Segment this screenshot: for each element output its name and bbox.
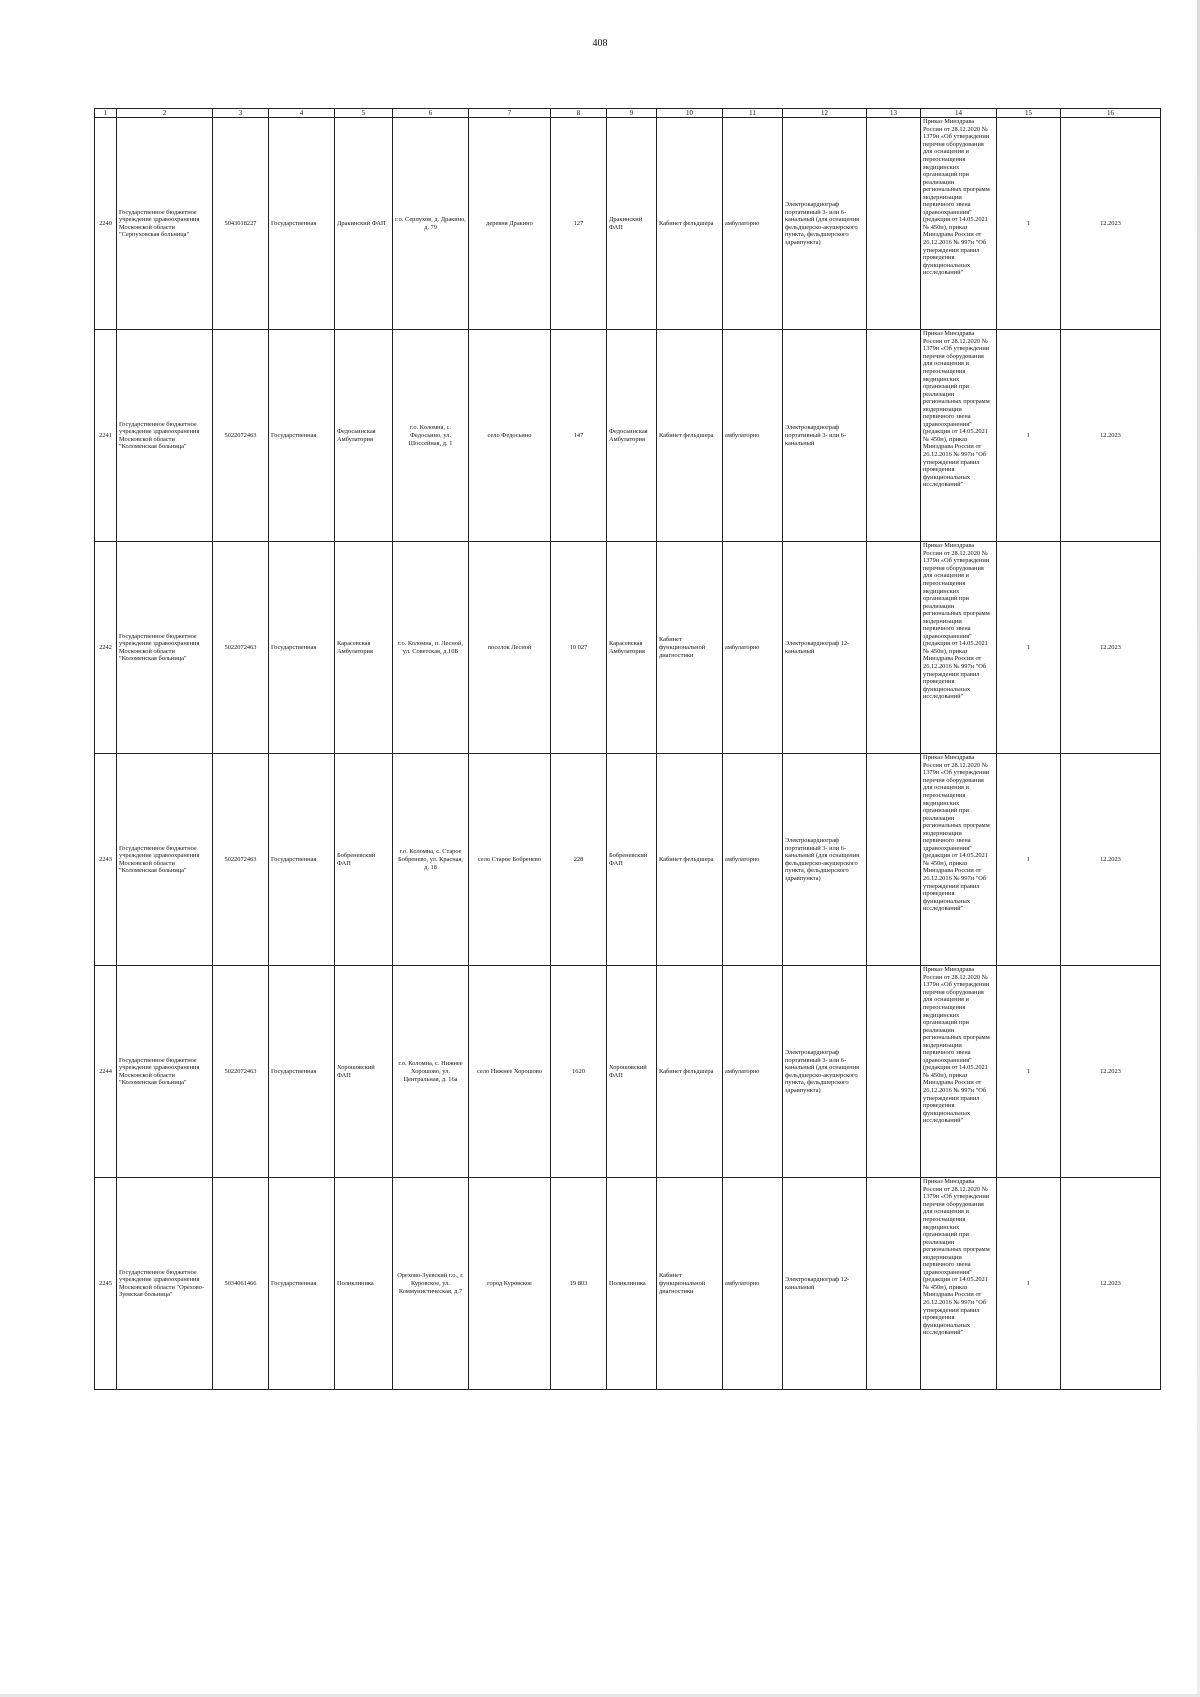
structural-unit-cell: Дракинский ФАП: [335, 118, 393, 330]
legal-basis-cell: [921, 118, 997, 330]
column-number: 9: [607, 109, 657, 118]
row-number-cell: 2245: [95, 1178, 117, 1390]
quantity-cell: 1: [997, 1178, 1061, 1390]
equipment-name-cell: Электрокардиограф 12-канальный: [783, 542, 867, 754]
care-conditions-cell: амбулаторно: [723, 1178, 783, 1390]
locality-cell: село Нижнее Хорошово: [469, 966, 551, 1178]
page-number: 408: [592, 38, 608, 49]
legal-basis-cell: [921, 542, 997, 754]
structural-unit-cell: Бобреневский ФАП: [335, 754, 393, 966]
population-cell: 228: [551, 754, 607, 966]
organization-name-cell: Государственное бюджетное учреждение здравоохранения Московской области "Коломенская больница": [117, 330, 213, 542]
column-number: 8: [551, 109, 607, 118]
column-number: 16: [1061, 109, 1161, 118]
table-row: [95, 118, 1161, 330]
legal-basis-text: Приказ Минздрава России от 28.12.2020 № 1379н «Об утверждении перечня оборудования для оснащения и переоснащения медицинских организаций при реализации региональных программ модернизации первичного звена здравоохранения"(редакция от 14.05.2021 № 450н), приказ Минздрава России от 26.12.2016 № 997н "Об утверждении правил проведения функциональных исследований": [923, 330, 990, 489]
facility-name-cell: Федосьинская Амбулатория: [607, 330, 657, 542]
ownership-form-cell: Государственная: [269, 330, 335, 542]
column-number: 12: [783, 109, 867, 118]
row-number-cell: 2244: [95, 966, 117, 1178]
row-number-cell: 2240: [95, 118, 117, 330]
quantity-cell: 1: [997, 330, 1061, 542]
equipment-name-cell: Электрокардиограф портативный 3- или 6-канальный: [783, 330, 867, 542]
ownership-form-cell: Государственная: [269, 966, 335, 1178]
legal-basis-cell: [921, 966, 997, 1178]
quantity-cell: 1: [997, 754, 1061, 966]
facility-name-cell: Хорошовский ФАП: [607, 966, 657, 1178]
population-cell: 10 027: [551, 542, 607, 754]
column-number: 7: [469, 109, 551, 118]
column-number: 11: [723, 109, 783, 118]
due-date-cell: 12.2023: [1061, 118, 1161, 330]
facility-name-cell: Дракинский ФАП: [607, 118, 657, 330]
table-row: [95, 1178, 1161, 1390]
equipment-name-cell: Электрокардиограф портативный 3- или 6-канальный (для оснащения фельдшерско-акушерского пункта, фельдшерского здравпункта): [783, 754, 867, 966]
room-name-cell: Кабинет функциональной диагностики: [657, 542, 723, 754]
due-date-cell: 12.2023: [1061, 542, 1161, 754]
legal-basis-cell: [921, 330, 997, 542]
address-cell: г.о. Серпухов, д. Дракино, д. 79: [393, 118, 469, 330]
care-conditions-cell: амбулаторно: [723, 966, 783, 1178]
legal-basis-cell: [921, 1178, 997, 1390]
address-cell: г.о. Коломна, с. Нижнее Хорошово, ул. Центральная, д. 16а: [393, 966, 469, 1178]
ownership-form-cell: Государственная: [269, 118, 335, 330]
organization-name-cell: Государственное бюджетное учреждение здравоохранения Московской области "Коломенская больница": [117, 542, 213, 754]
inn-cell: 5022072463: [213, 754, 269, 966]
inn-cell: 5022072463: [213, 330, 269, 542]
locality-cell: село Федосьино: [469, 330, 551, 542]
quantity-cell: 1: [997, 966, 1061, 1178]
legal-basis-text: Приказ Минздрава России от 28.12.2020 № 1379н «Об утверждении перечня оборудования для оснащения и переоснащения медицинских организаций при реализации региональных программ модернизации первичного звена здравоохранения"(редакция от 14.05.2021 № 450н), приказ Минздрава России от 26.12.2016 № 997н "Об утверждении правил проведения функциональных исследований": [923, 966, 990, 1125]
population-cell: 147: [551, 330, 607, 542]
column-13-cell: [867, 118, 921, 330]
column-number: 3: [213, 109, 269, 118]
structural-unit-cell: Карасевская Амбулатория: [335, 542, 393, 754]
row-number-cell: 2242: [95, 542, 117, 754]
care-conditions-cell: амбулаторно: [723, 330, 783, 542]
due-date-cell: 12.2023: [1061, 966, 1161, 1178]
equipment-name-cell: Электрокардиограф портативный 3- или 6-канальный (для оснащения фельдшерско-акушерского пункта, фельдшерского здравпункта): [783, 966, 867, 1178]
column-number: 2: [117, 109, 213, 118]
inn-cell: 5022072463: [213, 966, 269, 1178]
legal-basis-text: Приказ Минздрава России от 28.12.2020 № 1379н «Об утверждении перечня оборудования для оснащения и переоснащения медицинских организаций при реализации региональных программ модернизации первичного звена здравоохранения"(редакция от 14.05.2021 № 450н), приказ Минздрава России от 26.12.2016 № 997н "Об утверждении правил проведения функциональных исследований": [923, 1178, 990, 1337]
care-conditions-cell: амбулаторно: [723, 118, 783, 330]
structural-unit-cell: Федосьинская Амбулатория: [335, 330, 393, 542]
structural-unit-cell: Хорошовский ФАП: [335, 966, 393, 1178]
address-cell: Орехово-Зуевский г.о., г. Куровское, ул. Коммунистическая, д.7: [393, 1178, 469, 1390]
inn-cell: 5034061466: [213, 1178, 269, 1390]
column-13-cell: [867, 542, 921, 754]
legal-basis-cell: [921, 754, 997, 966]
table-row: [95, 542, 1161, 754]
locality-cell: город Куровское: [469, 1178, 551, 1390]
column-number: 10: [657, 109, 723, 118]
facility-name-cell: Бобреневский ФАП: [607, 754, 657, 966]
room-name-cell: Кабинет фельдшера: [657, 966, 723, 1178]
care-conditions-cell: амбулаторно: [723, 754, 783, 966]
care-conditions-cell: амбулаторно: [723, 542, 783, 754]
facility-name-cell: Карасевская Амбулатория: [607, 542, 657, 754]
address-cell: г.о. Коломна, п. Лесной, ул. Советская, д.10Б: [393, 542, 469, 754]
ownership-form-cell: Государственная: [269, 542, 335, 754]
legal-basis-text: Приказ Минздрава России от 28.12.2020 № 1379н «Об утверждении перечня оборудования для оснащения и переоснащения медицинских организаций при реализации региональных программ модернизации первичного звена здравоохранения"(редакция от 14.05.2021 № 450н), приказ Минздрава России от 26.12.2016 № 997н "Об утверждении правил проведения функциональных исследований": [923, 542, 990, 701]
column-number: 15: [997, 109, 1061, 118]
locality-cell: деревня Дракино: [469, 118, 551, 330]
facility-name-cell: Поликлиника: [607, 1178, 657, 1390]
column-number-header-row: [95, 109, 1161, 118]
structural-unit-cell: Поликлиника: [335, 1178, 393, 1390]
column-13-cell: [867, 966, 921, 1178]
table-body: [95, 109, 1161, 1390]
population-cell: 19 803: [551, 1178, 607, 1390]
table-row: [95, 754, 1161, 966]
equipment-name-cell: Электрокардиограф 12-канальный: [783, 1178, 867, 1390]
room-name-cell: Кабинет фельдшера: [657, 118, 723, 330]
row-number-cell: 2241: [95, 330, 117, 542]
column-number: 13: [867, 109, 921, 118]
ownership-form-cell: Государственная: [269, 1178, 335, 1390]
due-date-cell: 12.2023: [1061, 754, 1161, 966]
column-number: 14: [921, 109, 997, 118]
organization-name-cell: Государственное бюджетное учреждение здравоохранения Московской области "Серпуховская больница": [117, 118, 213, 330]
room-name-cell: Кабинет фельдшера: [657, 330, 723, 542]
column-number: 1: [95, 109, 117, 118]
equipment-name-cell: Электрокардиограф портативный 3- или 6-канальный (для оснащения фельдшерско-акушерского пункта, фельдшерского здравпункта): [783, 118, 867, 330]
locality-cell: село Старое Бобренево: [469, 754, 551, 966]
legal-basis-text: Приказ Минздрава России от 28.12.2020 № 1379н «Об утверждении перечня оборудования для оснащения и переоснащения медицинских организаций при реализации региональных программ модернизации первичного звена здравоохранения"(редакция от 14.05.2021 № 450н), приказ Минздрава России от 26.12.2016 № 997н "Об утверждении правил проведения функциональных исследований": [923, 754, 990, 913]
equipment-register-table: [94, 108, 1161, 1390]
organization-name-cell: Государственное бюджетное учреждение здравоохранения Московской области "Коломенская больница": [117, 966, 213, 1178]
due-date-cell: 12.2023: [1061, 1178, 1161, 1390]
column-number: 4: [269, 109, 335, 118]
organization-name-cell: Государственное бюджетное учреждение здравоохранения Московской области "Орехово-Зуевская больница": [117, 1178, 213, 1390]
row-number-cell: 2243: [95, 754, 117, 966]
ownership-form-cell: Государственная: [269, 754, 335, 966]
legal-basis-text: Приказ Минздрава России от 28.12.2020 № 1379н «Об утверждении перечня оборудования для оснащения и переоснащения медицинских организаций при реализации региональных программ модернизации первичного звена здравоохранения"(редакция от 14.05.2021 № 450н), приказ Минздрава России от 26.12.2016 № 997н "Об утверждении правил проведения функциональных исследований": [923, 118, 990, 277]
population-cell: 1620: [551, 966, 607, 1178]
column-13-cell: [867, 1178, 921, 1390]
table-row: [95, 966, 1161, 1178]
address-cell: г.о. Коломна, с. Старое Бобренево, ул. Красная, д. 18: [393, 754, 469, 966]
column-13-cell: [867, 754, 921, 966]
locality-cell: поселок Лесной: [469, 542, 551, 754]
room-name-cell: Кабинет функциональной диагностики: [657, 1178, 723, 1390]
inn-cell: 5043018227: [213, 118, 269, 330]
quantity-cell: 1: [997, 118, 1061, 330]
inn-cell: 5022072463: [213, 542, 269, 754]
column-number: 6: [393, 109, 469, 118]
due-date-cell: 12.2023: [1061, 330, 1161, 542]
address-cell: г.о. Коломна, с. Федосьино, ул. Шоссейная, д. 1: [393, 330, 469, 542]
room-name-cell: Кабинет фельдшера: [657, 754, 723, 966]
table-row: [95, 330, 1161, 542]
quantity-cell: 1: [997, 542, 1061, 754]
population-cell: 127: [551, 118, 607, 330]
organization-name-cell: Государственное бюджетное учреждение здравоохранения Московской области "Коломенская больница": [117, 754, 213, 966]
column-number: 5: [335, 109, 393, 118]
column-13-cell: [867, 330, 921, 542]
